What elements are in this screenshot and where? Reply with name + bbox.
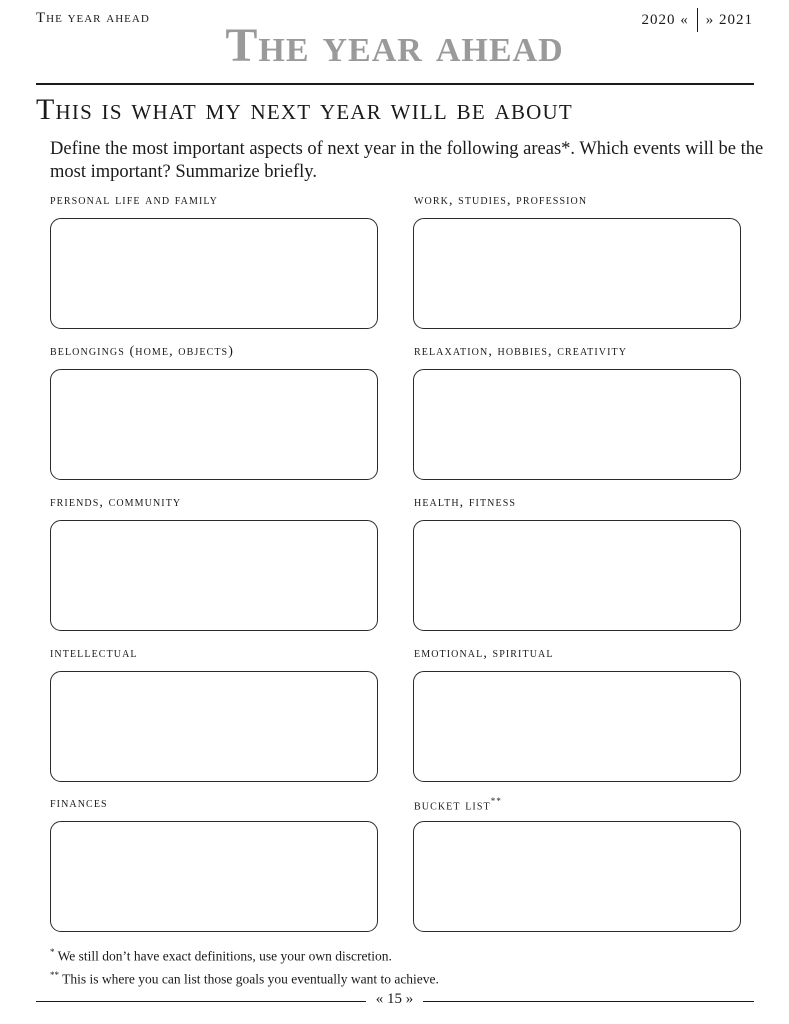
area-box-personal[interactable] bbox=[50, 218, 378, 329]
footnote-1-mark: * bbox=[50, 947, 55, 957]
area-label-work: work, studies, profession bbox=[414, 193, 588, 208]
area-box-belongings[interactable] bbox=[50, 369, 378, 480]
area-label-friends: friends, community bbox=[50, 495, 182, 510]
area-label-belongings: belongings (home, objects) bbox=[50, 344, 234, 359]
intro-text: Define the most important aspects of next year in the following areas*. Which events will be the most important? Summarize briefly. bbox=[50, 139, 764, 182]
previous-year: 2020 « bbox=[641, 11, 689, 28]
area-label-personal: personal life and family bbox=[50, 193, 218, 208]
area-label-bucket-list bbox=[414, 796, 502, 815]
area-box-work[interactable] bbox=[413, 218, 741, 329]
next-year: » 2021 bbox=[705, 11, 753, 28]
area-box-emotional[interactable] bbox=[413, 671, 741, 782]
area-box-bucket-list[interactable] bbox=[413, 821, 741, 932]
section-heading: This is what my next year will be about bbox=[36, 93, 573, 126]
footnote-1 bbox=[50, 947, 392, 965]
running-title: The year ahead bbox=[36, 10, 150, 26]
area-box-finances[interactable] bbox=[50, 821, 378, 932]
footnote-2-mark: ** bbox=[50, 970, 59, 980]
page-number: « 15 » bbox=[375, 991, 414, 1007]
area-box-health[interactable] bbox=[413, 520, 741, 631]
footnote-1-text: We still don’t have exact definitions, use your own discretion. bbox=[57, 948, 392, 964]
area-box-intellectual[interactable] bbox=[50, 671, 378, 782]
area-label-finances: finances bbox=[50, 796, 108, 811]
page-title: The year ahead bbox=[225, 19, 564, 72]
area-label-intellectual: intellectual bbox=[50, 646, 138, 661]
bucket-list-text: bucket list bbox=[414, 798, 491, 814]
bottom-rule-right bbox=[423, 1001, 754, 1002]
area-label-relaxation: relaxation, hobbies, creativity bbox=[414, 344, 628, 359]
footnote-2 bbox=[50, 970, 439, 988]
footnote-2-text: This is where you can list those goals you eventually want to achieve. bbox=[62, 971, 439, 987]
area-label-health: health, fitness bbox=[414, 495, 517, 510]
area-label-emotional: emotional, spiritual bbox=[414, 646, 554, 661]
title-rule bbox=[36, 83, 754, 85]
area-box-friends[interactable] bbox=[50, 520, 378, 631]
area-box-relaxation[interactable] bbox=[413, 369, 741, 480]
bucket-list-mark: ** bbox=[490, 796, 502, 806]
